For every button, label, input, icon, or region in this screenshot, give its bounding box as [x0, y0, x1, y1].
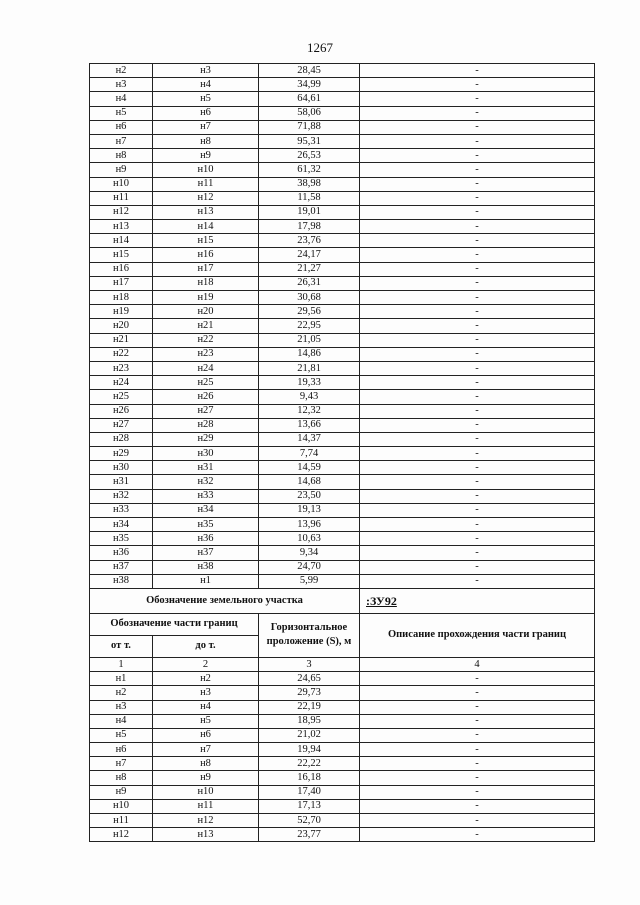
description: -	[360, 574, 595, 588]
point-to: н6	[153, 106, 259, 120]
description: -	[360, 757, 595, 771]
point-from: н7	[90, 757, 153, 771]
distance: 29,56	[259, 305, 360, 319]
distance: 24,17	[259, 248, 360, 262]
point-to: н7	[153, 120, 259, 134]
table-row	[90, 532, 595, 546]
table-row	[90, 785, 595, 799]
description: -	[360, 361, 595, 375]
table-row	[90, 574, 595, 588]
point-from: н10	[90, 799, 153, 813]
point-from: н1	[90, 672, 153, 686]
distance: 21,81	[259, 361, 360, 375]
parcel-id: :ЗУ92	[360, 588, 595, 613]
point-to: н37	[153, 546, 259, 560]
point-to: н3	[153, 686, 259, 700]
description: -	[360, 262, 595, 276]
point-from: н11	[90, 814, 153, 828]
distance: 30,68	[259, 291, 360, 305]
point-from: н10	[90, 177, 153, 191]
description: -	[360, 714, 595, 728]
point-to: н8	[153, 757, 259, 771]
bottom-rows	[90, 672, 595, 842]
point-to: н20	[153, 305, 259, 319]
col-distance-header: Горизонтальное проложение (S), м	[259, 613, 360, 657]
distance: 14,86	[259, 347, 360, 361]
description: -	[360, 134, 595, 148]
description: -	[360, 432, 595, 446]
description: -	[360, 771, 595, 785]
table-row	[90, 262, 595, 276]
table-row	[90, 120, 595, 134]
point-from: н7	[90, 134, 153, 148]
point-to: н38	[153, 560, 259, 574]
table-row	[90, 700, 595, 714]
description: -	[360, 447, 595, 461]
description: -	[360, 814, 595, 828]
distance: 58,06	[259, 106, 360, 120]
table-row	[90, 149, 595, 163]
table-row	[90, 828, 595, 842]
distance: 24,65	[259, 672, 360, 686]
description: -	[360, 799, 595, 813]
description: -	[360, 404, 595, 418]
point-from: н16	[90, 262, 153, 276]
table-row	[90, 686, 595, 700]
point-to: н27	[153, 404, 259, 418]
distance: 7,74	[259, 447, 360, 461]
point-to: н5	[153, 714, 259, 728]
table-row	[90, 489, 595, 503]
point-from: н9	[90, 785, 153, 799]
point-from: н5	[90, 106, 153, 120]
description: -	[360, 503, 595, 517]
point-to: н19	[153, 291, 259, 305]
table-row	[90, 106, 595, 120]
table-row	[90, 319, 595, 333]
description: -	[360, 64, 595, 78]
description: -	[360, 120, 595, 134]
point-to: н10	[153, 163, 259, 177]
top-rows	[90, 64, 595, 589]
point-from: н13	[90, 220, 153, 234]
point-to: н18	[153, 276, 259, 290]
table-row	[90, 757, 595, 771]
col-description-header: Описание прохождения части границ	[360, 613, 595, 657]
distance: 52,70	[259, 814, 360, 828]
description: -	[360, 319, 595, 333]
section-header	[90, 588, 595, 671]
point-from: н15	[90, 248, 153, 262]
boundary-table	[89, 63, 595, 842]
table-row	[90, 347, 595, 361]
point-to: н7	[153, 743, 259, 757]
point-from: н6	[90, 120, 153, 134]
description: -	[360, 149, 595, 163]
description: -	[360, 205, 595, 219]
distance: 19,33	[259, 376, 360, 390]
point-from: н28	[90, 432, 153, 446]
distance: 23,77	[259, 828, 360, 842]
point-to: н17	[153, 262, 259, 276]
point-from: н21	[90, 333, 153, 347]
point-from: н6	[90, 743, 153, 757]
description: -	[360, 728, 595, 742]
description: -	[360, 333, 595, 347]
description: -	[360, 532, 595, 546]
point-to: н36	[153, 532, 259, 546]
table-row	[90, 205, 595, 219]
description: -	[360, 390, 595, 404]
point-from: н4	[90, 714, 153, 728]
point-to: н9	[153, 771, 259, 785]
distance: 17,40	[259, 785, 360, 799]
description: -	[360, 743, 595, 757]
distance: 18,95	[259, 714, 360, 728]
point-to: н10	[153, 785, 259, 799]
description: -	[360, 418, 595, 432]
description: -	[360, 177, 595, 191]
distance: 17,13	[259, 799, 360, 813]
table-row	[90, 503, 595, 517]
table-row	[90, 390, 595, 404]
distance: 21,27	[259, 262, 360, 276]
point-to: н11	[153, 177, 259, 191]
table-row	[90, 134, 595, 148]
distance: 21,05	[259, 333, 360, 347]
point-from: н23	[90, 361, 153, 375]
description: -	[360, 191, 595, 205]
point-from: н24	[90, 376, 153, 390]
distance: 29,73	[259, 686, 360, 700]
description: -	[360, 686, 595, 700]
point-to: н4	[153, 78, 259, 92]
table-row	[90, 376, 595, 390]
table-row	[90, 333, 595, 347]
distance: 13,66	[259, 418, 360, 432]
col-parts-header: Обозначение части границ	[90, 613, 259, 635]
point-to: н4	[153, 700, 259, 714]
table-row	[90, 447, 595, 461]
point-to: н15	[153, 234, 259, 248]
col-num-3: 3	[259, 657, 360, 671]
table-row	[90, 404, 595, 418]
table-row	[90, 248, 595, 262]
point-to: н34	[153, 503, 259, 517]
table-row	[90, 78, 595, 92]
point-to: н2	[153, 672, 259, 686]
point-to: н11	[153, 799, 259, 813]
point-from: н18	[90, 291, 153, 305]
distance: 19,94	[259, 743, 360, 757]
point-to: н31	[153, 461, 259, 475]
distance: 23,76	[259, 234, 360, 248]
point-from: н37	[90, 560, 153, 574]
table-row	[90, 276, 595, 290]
description: -	[360, 475, 595, 489]
table-row	[90, 432, 595, 446]
description: -	[360, 220, 595, 234]
distance: 64,61	[259, 92, 360, 106]
point-to: н32	[153, 475, 259, 489]
table-row	[90, 163, 595, 177]
point-to: н16	[153, 248, 259, 262]
distance: 19,13	[259, 503, 360, 517]
distance: 22,19	[259, 700, 360, 714]
distance: 9,34	[259, 546, 360, 560]
table-row	[90, 461, 595, 475]
point-from: н5	[90, 728, 153, 742]
description: -	[360, 305, 595, 319]
point-to: н23	[153, 347, 259, 361]
description: -	[360, 546, 595, 560]
point-to: н28	[153, 418, 259, 432]
description: -	[360, 489, 595, 503]
point-from: н12	[90, 828, 153, 842]
table-row	[90, 743, 595, 757]
point-from: н35	[90, 532, 153, 546]
point-to: н6	[153, 728, 259, 742]
point-from: н33	[90, 503, 153, 517]
point-from: н9	[90, 163, 153, 177]
point-to: н29	[153, 432, 259, 446]
point-from: н32	[90, 489, 153, 503]
distance: 26,31	[259, 276, 360, 290]
table-row	[90, 672, 595, 686]
point-from: н3	[90, 700, 153, 714]
table-row	[90, 291, 595, 305]
table-row	[90, 64, 595, 78]
table-row	[90, 475, 595, 489]
point-to: н3	[153, 64, 259, 78]
description: -	[360, 92, 595, 106]
point-from: н19	[90, 305, 153, 319]
distance: 38,98	[259, 177, 360, 191]
point-from: н4	[90, 92, 153, 106]
distance: 22,22	[259, 757, 360, 771]
point-from: н34	[90, 518, 153, 532]
description: -	[360, 163, 595, 177]
point-from: н8	[90, 771, 153, 785]
distance: 10,63	[259, 532, 360, 546]
distance: 16,18	[259, 771, 360, 785]
table-row	[90, 92, 595, 106]
point-to: н12	[153, 191, 259, 205]
table-row	[90, 714, 595, 728]
distance: 19,01	[259, 205, 360, 219]
distance: 14,68	[259, 475, 360, 489]
description: -	[360, 785, 595, 799]
point-from: н25	[90, 390, 153, 404]
table-row	[90, 728, 595, 742]
distance: 13,96	[259, 518, 360, 532]
point-from: н22	[90, 347, 153, 361]
description: -	[360, 248, 595, 262]
point-from: н27	[90, 418, 153, 432]
distance: 11,58	[259, 191, 360, 205]
distance: 95,31	[259, 134, 360, 148]
point-from: н26	[90, 404, 153, 418]
description: -	[360, 106, 595, 120]
table-row	[90, 560, 595, 574]
point-to: н24	[153, 361, 259, 375]
distance: 26,53	[259, 149, 360, 163]
distance: 14,59	[259, 461, 360, 475]
point-to: н13	[153, 205, 259, 219]
point-from: н8	[90, 149, 153, 163]
point-to: н8	[153, 134, 259, 148]
distance: 9,43	[259, 390, 360, 404]
point-from: н36	[90, 546, 153, 560]
point-from: н12	[90, 205, 153, 219]
table-row	[90, 191, 595, 205]
table-row	[90, 220, 595, 234]
distance: 34,99	[259, 78, 360, 92]
point-from: н17	[90, 276, 153, 290]
point-from: н38	[90, 574, 153, 588]
description: -	[360, 560, 595, 574]
distance: 22,95	[259, 319, 360, 333]
col-num-1: 1	[90, 657, 153, 671]
point-to: н12	[153, 814, 259, 828]
point-to: н33	[153, 489, 259, 503]
table-row	[90, 305, 595, 319]
point-to: н30	[153, 447, 259, 461]
point-to: н9	[153, 149, 259, 163]
point-from: н11	[90, 191, 153, 205]
point-to: н13	[153, 828, 259, 842]
description: -	[360, 828, 595, 842]
table-row	[90, 177, 595, 191]
description: -	[360, 291, 595, 305]
point-from: н30	[90, 461, 153, 475]
point-to: н14	[153, 220, 259, 234]
col-num-4: 4	[360, 657, 595, 671]
point-to: н21	[153, 319, 259, 333]
col-num-2: 2	[153, 657, 259, 671]
distance: 17,98	[259, 220, 360, 234]
table-row	[90, 518, 595, 532]
point-from: н3	[90, 78, 153, 92]
distance: 61,32	[259, 163, 360, 177]
distance: 23,50	[259, 489, 360, 503]
point-to: н26	[153, 390, 259, 404]
point-to: н22	[153, 333, 259, 347]
table-row	[90, 799, 595, 813]
table-row	[90, 234, 595, 248]
page-number: 1267	[307, 40, 333, 55]
distance: 71,88	[259, 120, 360, 134]
description: -	[360, 276, 595, 290]
table-row	[90, 771, 595, 785]
distance: 5,99	[259, 574, 360, 588]
description: -	[360, 347, 595, 361]
distance: 12,32	[259, 404, 360, 418]
table-row	[90, 361, 595, 375]
point-from: н2	[90, 686, 153, 700]
point-to: н1	[153, 574, 259, 588]
table-row	[90, 546, 595, 560]
col-to-header: до т.	[153, 635, 259, 657]
distance: 14,37	[259, 432, 360, 446]
point-from: н31	[90, 475, 153, 489]
point-to: н25	[153, 376, 259, 390]
point-from: н29	[90, 447, 153, 461]
description: -	[360, 672, 595, 686]
point-to: н5	[153, 92, 259, 106]
point-from: н14	[90, 234, 153, 248]
distance: 21,02	[259, 728, 360, 742]
description: -	[360, 78, 595, 92]
col-from-header: от т.	[90, 635, 153, 657]
description: -	[360, 376, 595, 390]
parcel-label: Обозначение земельного участка	[90, 588, 360, 613]
distance: 28,45	[259, 64, 360, 78]
table-row	[90, 814, 595, 828]
point-from: н20	[90, 319, 153, 333]
point-from: н2	[90, 64, 153, 78]
description: -	[360, 700, 595, 714]
point-to: н35	[153, 518, 259, 532]
distance: 24,70	[259, 560, 360, 574]
description: -	[360, 518, 595, 532]
description: -	[360, 461, 595, 475]
description: -	[360, 234, 595, 248]
table-row	[90, 418, 595, 432]
